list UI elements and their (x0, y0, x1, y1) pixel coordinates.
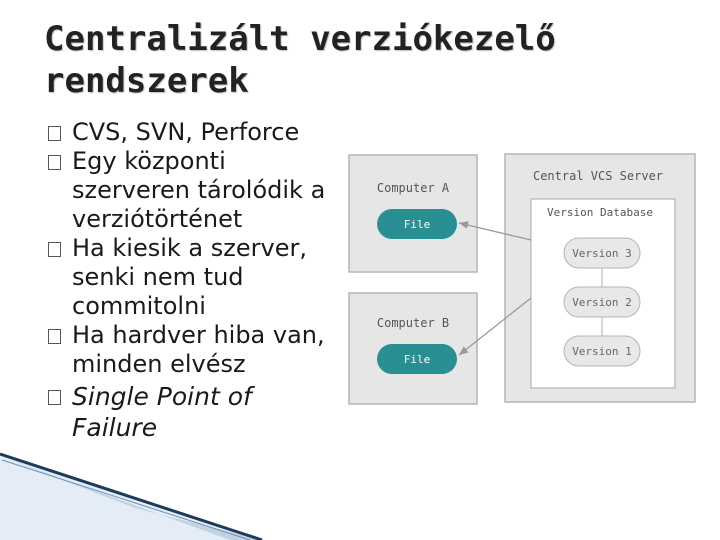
bullet-text: Ha kiesik a szerver, senki nem tud commitolni (72, 234, 307, 320)
computer-a-panel (349, 155, 477, 272)
computer-b-label: Computer B (376, 316, 450, 330)
computer-b-panel (349, 293, 477, 404)
bullet-text: CVS, SVN, Perforce (72, 118, 300, 146)
bullet-text: Single Point of Failure (72, 382, 252, 442)
server-label: Central VCS Server (532, 169, 664, 183)
version-database-label: Version Database (547, 206, 653, 219)
version-3-label: Version 3 (572, 247, 632, 260)
computer-a-file-label: File (403, 218, 431, 231)
bullet-item (44, 118, 344, 147)
computer-a-label: Computer A (376, 181, 450, 195)
checkbox-bullet-icon (48, 155, 61, 170)
checkbox-bullet-icon (48, 242, 61, 257)
bullet-item (44, 321, 344, 379)
computer-b-file-label: File (403, 353, 431, 366)
bullet-text: Ha hardver hiba van, minden elvész (72, 321, 325, 378)
slide-title (44, 18, 564, 102)
bullet-list (44, 118, 344, 443)
version-1-label: Version 1 (572, 345, 632, 358)
bullet-item (44, 381, 344, 443)
corner-decoration (0, 448, 300, 540)
checkbox-bullet-icon (48, 390, 61, 405)
bullet-text: Egy központi szerveren tárolódik a verziótörténet (72, 147, 326, 233)
title-line-2: rendszerek (44, 61, 249, 101)
server-panel (505, 154, 695, 402)
bullet-item (44, 147, 344, 234)
checkbox-bullet-icon (48, 126, 61, 141)
centralized-vcs-diagram (345, 148, 700, 408)
checkbox-bullet-icon (48, 329, 61, 344)
version-2-label: Version 2 (572, 296, 632, 309)
bullet-item (44, 234, 344, 321)
title-line-1: Centralizált verziókezelő (44, 19, 556, 59)
